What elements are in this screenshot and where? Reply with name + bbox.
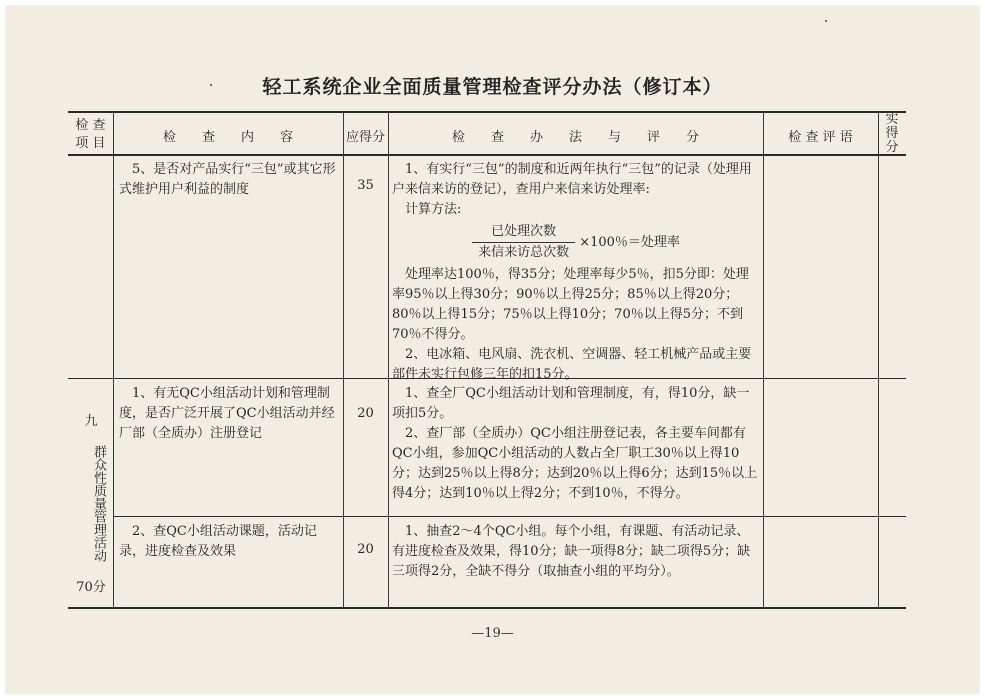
row-divider: [113, 516, 906, 517]
header-score: 应得分: [345, 130, 385, 145]
category-name: 群众性质量管理活动: [91, 445, 106, 562]
formula-fraction: [472, 222, 575, 263]
table-bottom-rule: [68, 607, 906, 609]
row3-content: 2、查QC小组活动课题，活动记录，进度检查及效果: [119, 524, 317, 559]
header-method-and-scoring: 检 查 办 法 与 评 分: [451, 130, 699, 145]
row1-content: 5、是否对产品实行“三包”或其它形式维护用户利益的制度: [119, 162, 336, 197]
row1-method: [392, 160, 760, 385]
column-divider: [878, 113, 879, 607]
category-number: 九: [84, 414, 98, 429]
category-points: 70分: [76, 580, 106, 595]
page-number: —19—: [471, 626, 514, 641]
header-bottom-rule: [68, 154, 906, 156]
table-top-rule: [68, 111, 906, 113]
formula-denominator: 来信来访总次数: [478, 245, 570, 260]
header-actual-score-char: 得: [885, 126, 899, 141]
row1-method-item1: 1、有实行“三包”的制度和近两年执行“三包”的记录（处理用户来信来访的登记），查用户来信来访处理率:: [392, 162, 752, 197]
header-actual-score-char: 分: [885, 140, 899, 155]
header-inspection-content: 检 查 内 容: [162, 130, 293, 145]
header-actual-score: [878, 113, 906, 155]
row3-score: 20: [357, 542, 374, 557]
row3-method: [392, 522, 760, 582]
row1-method-calc-label: 计算方法:: [392, 202, 462, 217]
row2-score: 20: [357, 406, 374, 421]
row2-content: 1、有无QC小组活动计划和管理制度，是否广泛开展了QC小组活动并经厂部（全质办）注册登记: [119, 386, 335, 441]
column-divider: [763, 113, 764, 607]
row1-formula: [392, 222, 760, 263]
row1-method-scoring: 处理率达100％，得35分；处理率每少5％，扣5分即：处理率95％以上得30分；90％以上得25分；85％以上得20分；80％以上得15分；75％以上得10分；70％以上得5分；不到70％不得分。: [392, 267, 749, 342]
header-inspection-item: [68, 117, 113, 153]
column-divider: [113, 113, 114, 607]
row1-method-item2: 2、电冰箱、电风扇、洗衣机、空调器、轻工机械产品或主要部件未实行包修三年的扣15分。: [392, 347, 752, 382]
row2-method-item2: 2、查厂部（全质办）QC小组注册登记表，各主要车间都有QC小组，参加QC小组活动的人数占全厂职工30％以上得10分；达到25％以上得8分；达到20％以上得6分；达到15％以上得4分；达到10％以上得2分；不到10％，不得分。: [392, 426, 758, 501]
header-inspection-item-line1: 检 查: [75, 118, 106, 133]
speck: [825, 20, 827, 22]
row1-score: 35: [357, 178, 374, 193]
row3-method-item1: 1、抽查2～4个QC小组。每个小组，有课题、有活动记录、有进度检查及效果，得10分；缺一项得8分；缺二项得5分；缺三项得2分，全缺不得分（取抽查小组的平均分）。: [392, 524, 751, 579]
header-comments: 检 查 评 语: [788, 130, 853, 145]
formula-result: ×100％＝处理率: [579, 235, 680, 250]
header-inspection-item-line2: 项 目: [75, 136, 106, 151]
column-divider: [388, 113, 389, 607]
formula-numerator: 已处理次数: [472, 222, 575, 243]
document-title: 轻工系统企业全面质量管理检查评分办法（修订本）: [262, 76, 723, 98]
header-actual-score-char: 实: [885, 112, 899, 127]
row2-method: [392, 384, 760, 504]
row2-method-item1: 1、查全厂QC小组活动计划和管理制度，有，得10分，缺一项扣5分。: [392, 386, 750, 421]
